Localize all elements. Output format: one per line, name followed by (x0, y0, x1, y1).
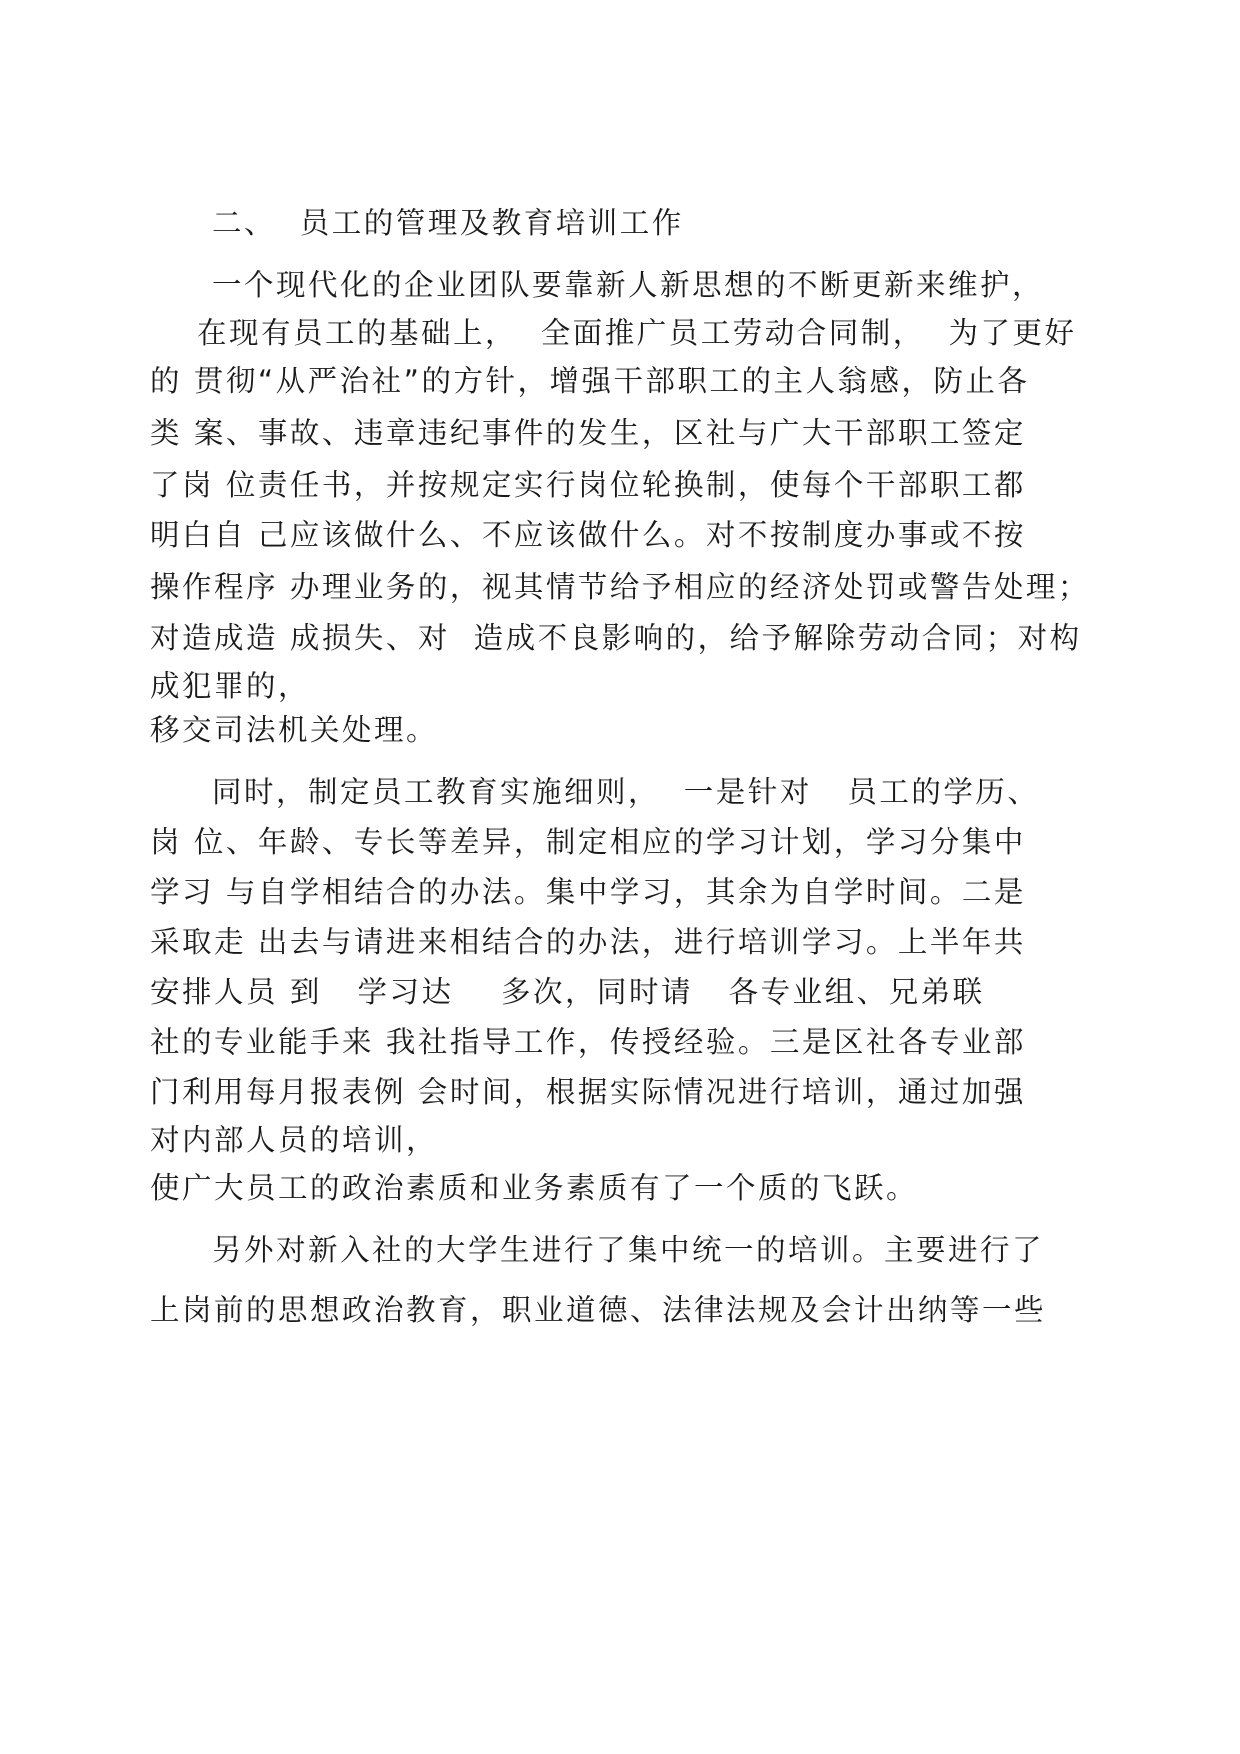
section-heading: 二、 员工的管理及教育培训工作 (212, 206, 684, 240)
text-line: 门利用每月报表例 会时间，根据实际情况进行培训，通过加强 (150, 1075, 1026, 1109)
text-line: 一个现代化的企业团队要靠新人新思想的不断更新来维护， (212, 268, 1045, 302)
text-line: 类 案、事故、违章违纪事件的发生，区社与广大干部职工签定 (150, 416, 1026, 450)
text-line: 成犯罪的， (150, 669, 311, 703)
text-line: 的 贯彻“从严治社”的方针，增强干部职工的主人翁感，防止各 (150, 364, 1030, 398)
text-line: 上岗前的思想政治教育，职业道德、法律法规及会计出纳等一些 (150, 1293, 1047, 1327)
text-line: 移交司法机关处理。 (150, 713, 439, 747)
text-line: 岗 位、年龄、专长等差异，制定相应的学习计划，学习分集中 (150, 825, 1026, 859)
text-line: 采取走 出去与请进来相结合的办法，进行培训学习。上半年共 (150, 925, 1026, 959)
text-line: 明白自 己应该做什么、不应该做什么。对不按制度办事或不按 (150, 518, 1026, 552)
text-line: 另外对新入社的大学生进行了集中统一的培训。主要进行了 (212, 1233, 1045, 1267)
text-line: 社的专业能手来 我社指导工作，传授经验。三是区社各专业部 (150, 1025, 1026, 1059)
text-line: 操作程序 办理业务的，视其情节给予相应的经济处罚或警告处理； (150, 570, 1090, 604)
text-line: 同时，制定员工教育实施细则， 一是针对 员工的学历、 (212, 775, 1040, 809)
text-line: 在现有员工的基础上， 全面推广员工劳动合同制， 为了更好 (197, 316, 1077, 350)
text-line: 学习 与自学相结合的办法。集中学习，其余为自学时间。二是 (150, 875, 1026, 909)
text-line: 安排人员 到 学习达 多次，同时请 各专业组、兄弟联 (150, 975, 985, 1009)
text-line: 使广大员工的政治素质和业务素质有了一个质的飞跃。 (150, 1171, 919, 1205)
text-line: 对内部人员的培训， (150, 1123, 439, 1157)
text-line: 了岗 位责任书，并按规定实行岗位轮换制，使每个干部职工都 (150, 468, 1026, 502)
text-line: 对造成造 成损失、对 造成不良影响的，给予解除劳动合同；对构 (150, 621, 1082, 655)
